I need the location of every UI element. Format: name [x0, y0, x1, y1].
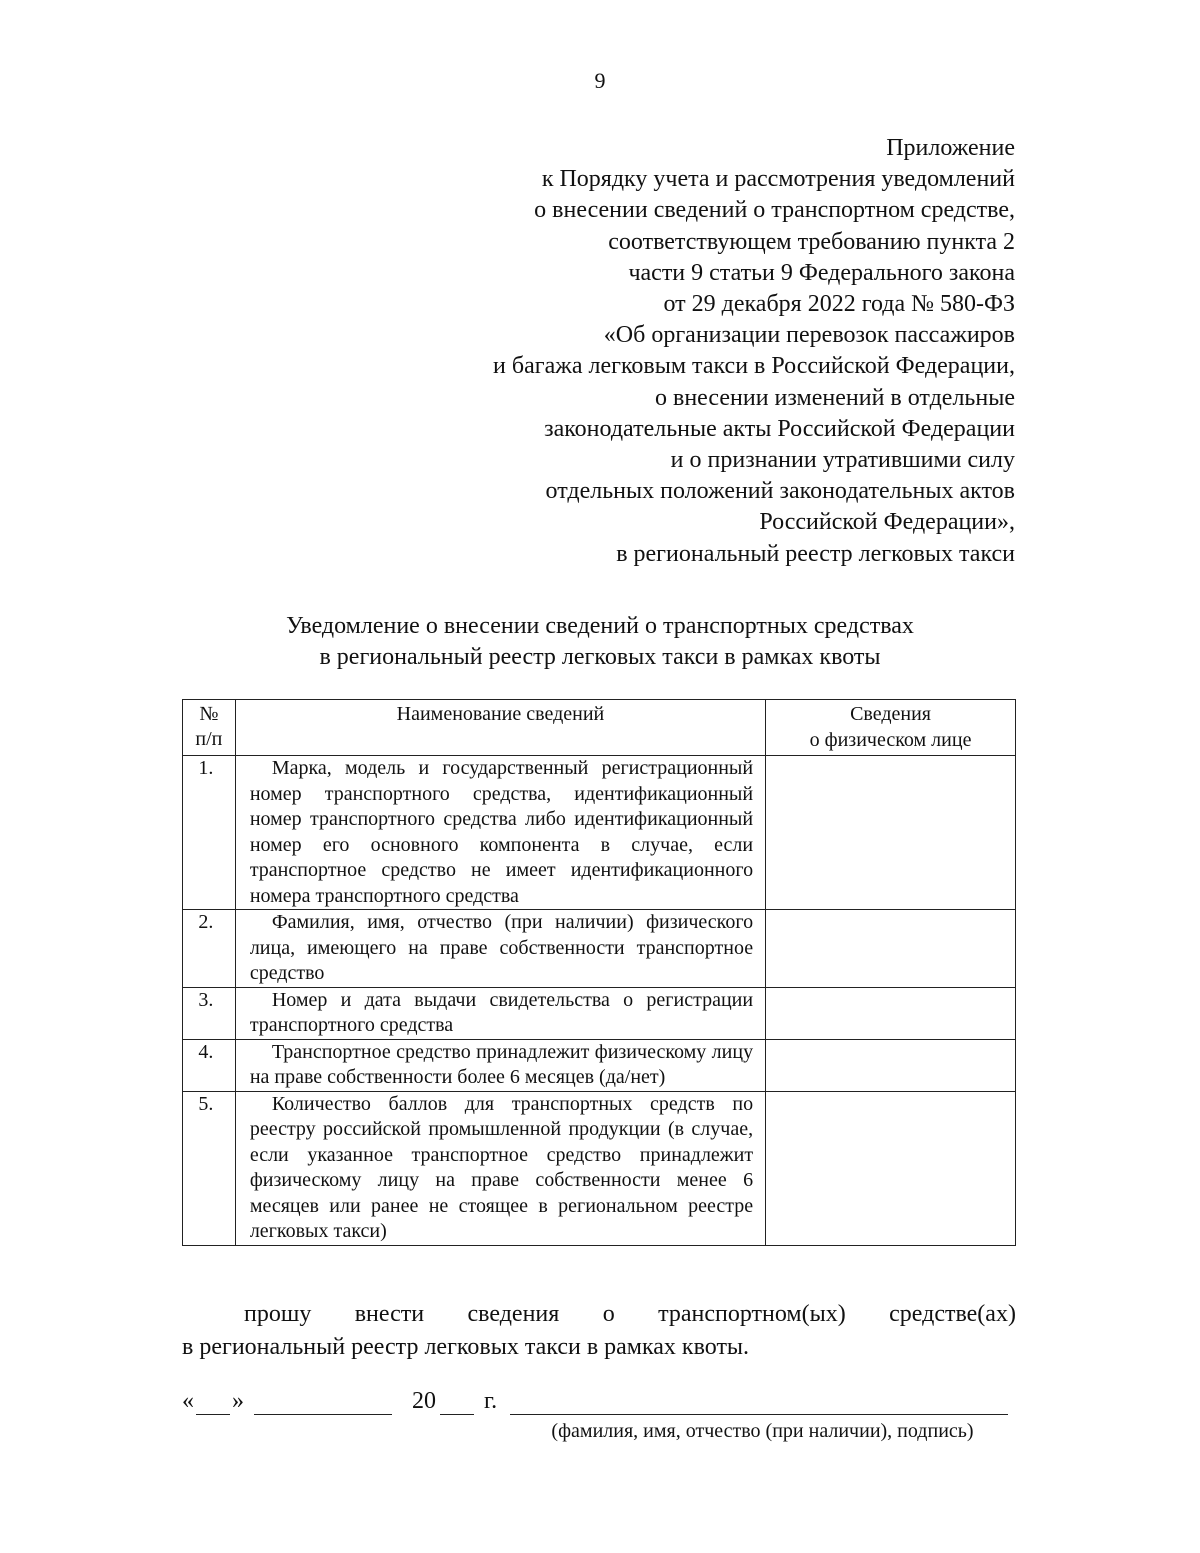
appendix-line: Приложение	[886, 135, 1015, 161]
appendix-line: «Об организации перевозок пассажиров	[603, 322, 1015, 349]
request-first-line	[182, 1298, 1016, 1331]
row-number: 5.	[183, 1091, 236, 1245]
request-word: средстве(ах)	[889, 1301, 1016, 1327]
request-word: сведения	[467, 1301, 560, 1327]
header-number	[183, 700, 236, 756]
request-word: о	[602, 1301, 615, 1327]
row-number: 4.	[183, 1039, 236, 1091]
request-paragraph	[182, 1298, 1016, 1364]
appendix-line: законодательные акты Российской Федерации	[544, 415, 1015, 442]
signature-row	[182, 1386, 1022, 1420]
row-name-text: Количество баллов для транспортных средств по реестру российской промышленной продукции (в случае, если указанное транспортное средство принадлежит физическому лицу на праве собственности менее 6 месяцев или ранее не стоящее в региональном реестре легковых такси)	[249, 1092, 754, 1242]
header-name: Наименование сведений	[235, 700, 765, 756]
request-word: транспортном(ых)	[658, 1301, 846, 1327]
row-value-field[interactable]	[766, 910, 1016, 988]
request-word: внести	[354, 1301, 425, 1327]
table-row	[183, 756, 1016, 910]
year-prefix: 20	[412, 1388, 436, 1414]
appendix-line: и о признании утратившими силу	[670, 447, 1015, 474]
table-row	[183, 987, 1016, 1039]
row-name	[235, 910, 765, 988]
year-suffix: г.	[484, 1388, 498, 1414]
appendix-line: от 29 декабря 2022 года № 580-ФЗ	[663, 291, 1015, 318]
row-name	[235, 756, 765, 910]
row-value-field[interactable]	[766, 987, 1016, 1039]
document-title	[0, 611, 1200, 673]
title-line: в региональный реестр легковых такси в рамках квоты	[319, 644, 881, 670]
row-number: 2.	[183, 910, 236, 988]
appendix-line: Российской Федерации»,	[759, 509, 1015, 536]
appendix-line: части 9 статьи 9 Федерального закона	[628, 259, 1015, 286]
appendix-line: о внесении изменений в отдельные	[655, 384, 1015, 411]
row-value-field[interactable]	[766, 1091, 1016, 1245]
row-name	[235, 987, 765, 1039]
appendix-line: в региональный реестр легковых такси	[616, 540, 1015, 567]
info-table	[182, 699, 1016, 1246]
appendix-line: и багажа легковым такси в Российской Федерации,	[493, 353, 1015, 380]
signature-field[interactable]	[510, 1414, 1008, 1415]
page-number: 9	[594, 68, 606, 93]
appendix-line: к Порядку учета и рассмотрения уведомлений	[541, 166, 1015, 193]
header-number-pp: п/п	[195, 728, 223, 750]
table-row	[183, 1091, 1016, 1245]
table-row	[183, 910, 1016, 988]
row-name-text: Номер и дата выдачи свидетельства о регистрации транспортного средства	[249, 988, 754, 1036]
signature-caption: (фамилия, имя, отчество (при наличии), подпись)	[551, 1420, 974, 1442]
row-number: 3.	[183, 987, 236, 1039]
row-value-field[interactable]	[766, 756, 1016, 910]
row-name-text: Марка, модель и государственный регистрационный номер транспортного средства, идентификационный номер транспортного средства либо идентификационный номер его основного компонента в случае, если транспортное средство не имеет идентификационного номера транспортного средства	[249, 757, 754, 907]
header-number-sign: №	[199, 703, 219, 725]
header-value-line2: о физическом лице	[809, 728, 972, 751]
row-number: 1.	[183, 756, 236, 910]
request-word: прошу	[244, 1301, 312, 1327]
row-name-text: Фамилия, имя, отчество (при наличии) физического лица, имеющего на праве собственности транспортное средство	[249, 911, 754, 984]
table-row	[183, 1039, 1016, 1091]
row-value-field[interactable]	[766, 1039, 1016, 1091]
year-field[interactable]	[440, 1414, 474, 1415]
row-name-text: Транспортное средство принадлежит физическому лицу на праве собственности более 6 месяцев (да/нет)	[249, 1040, 754, 1088]
appendix-line: соответствующем требованию пункта 2	[608, 228, 1015, 255]
month-field[interactable]	[254, 1414, 392, 1415]
row-name	[235, 1039, 765, 1091]
row-name	[235, 1091, 765, 1245]
appendix-line: отдельных положений законодательных актов	[545, 478, 1015, 505]
appendix-header	[395, 133, 1015, 570]
date-open-quote: «	[182, 1388, 194, 1414]
header-value	[766, 700, 1016, 756]
table-header-row	[183, 700, 1016, 756]
day-field[interactable]	[196, 1414, 230, 1415]
header-value-line1: Сведения	[850, 703, 931, 725]
date-close-quote: »	[232, 1388, 244, 1414]
request-second-line: в региональный реестр легковых такси в рамках квоты.	[182, 1334, 750, 1360]
appendix-line: о внесении сведений о транспортном средстве,	[534, 197, 1015, 224]
title-line: Уведомление о внесении сведений о транспортных средствах	[286, 613, 914, 639]
